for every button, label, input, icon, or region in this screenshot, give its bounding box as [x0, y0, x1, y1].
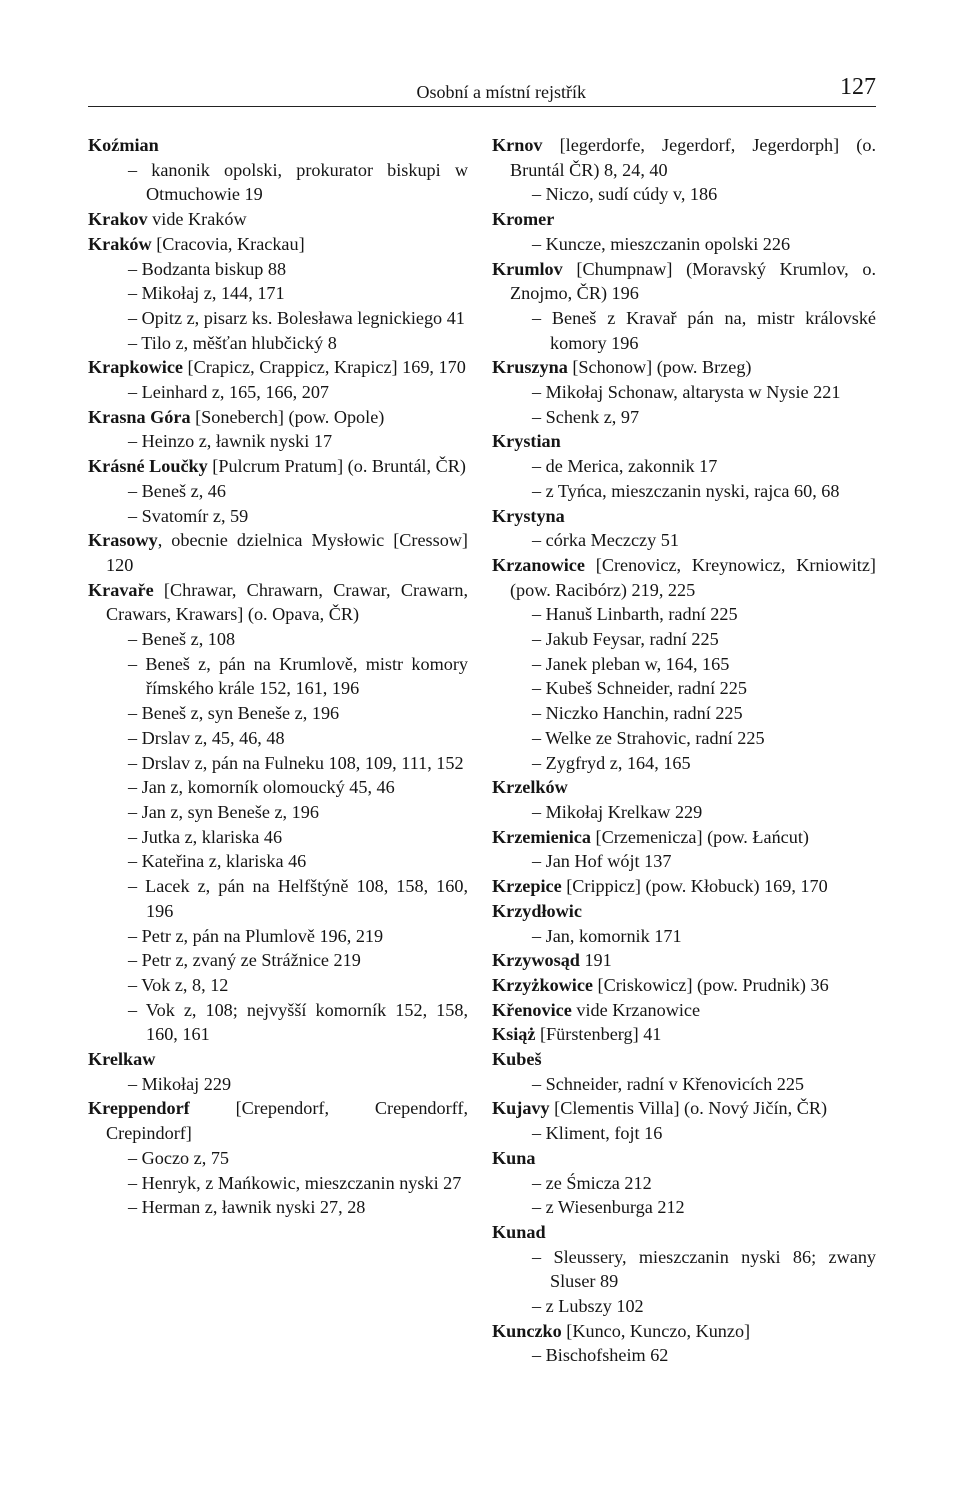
- index-term-details: [Cracovia, Krackau]: [151, 233, 305, 254]
- index-term: Krásné Loučky: [88, 456, 208, 477]
- index-subentry: – Jan Hof wójt 137: [532, 851, 672, 872]
- index-entry: [492, 1146, 876, 1171]
- index-subentry: – Petr z, pán na Plumlově 196, 219: [128, 925, 384, 946]
- index-subentry: – Kuncze, mieszczanin opolski 226: [532, 233, 791, 254]
- index-term-details: [Chrawar, Chrawarn, Crawar, Crawarn, Crawars, Krawars] (o. Opava, ČR): [106, 579, 468, 625]
- index-term: Kuna: [492, 1147, 536, 1168]
- index-subentry: – Beneš z Kravař pán na, mistr královské komory 196: [532, 307, 876, 353]
- index-subentry: – Jan, komornik 171: [532, 925, 682, 946]
- index-entry: [88, 1096, 468, 1145]
- index-subentry: – Niczo, sudí cúdy v, 186: [532, 184, 718, 205]
- index-subentry: – Henryk, z Mańkowic, mieszczanin nyski 27: [128, 1172, 462, 1193]
- index-entry: [492, 1096, 876, 1121]
- index-subentry: – Schneider, radní v Křenovicích 225: [532, 1073, 805, 1094]
- index-subentry: – Beneš z, 46: [128, 480, 226, 501]
- index-entry: [492, 874, 876, 899]
- index-entry: [492, 948, 876, 973]
- index-entry: [492, 1220, 876, 1245]
- index-term-details: [Crapicz, Crappicz, Krapicz] 169, 170: [182, 357, 466, 378]
- index-term-details: [legerdorfe, Jegerdorf, Jegerdorph] (o. Bruntál ČR) 8, 24, 40: [510, 135, 876, 180]
- index-entry: [492, 1319, 876, 1344]
- index-term: Kunad: [492, 1221, 546, 1242]
- index-entry: [88, 133, 468, 158]
- index-subentry: – Janek pleban w, 164, 165: [532, 653, 730, 674]
- index-term-details: [Criskowicz] (pow. Prudnik) 36: [593, 974, 829, 995]
- index-entry: [492, 355, 876, 380]
- index-subentry: – Jan z, komorník olomoucký 45, 46: [128, 777, 395, 798]
- index-entry: [88, 454, 468, 479]
- index-term: Krystian: [492, 431, 561, 452]
- index-term-details: [Clementis Villa] (o. Nový Jičín, ČR): [549, 1098, 828, 1119]
- index-subentry: – Hanuš Linbarth, radní 225: [532, 604, 738, 625]
- index-subentry: – Mikołaj Schonaw, altarysta w Nysie 221: [532, 382, 841, 403]
- index-entry: [492, 899, 876, 924]
- index-term-details: 191: [579, 950, 612, 971]
- index-subentry: – Opitz z, pisarz ks. Bolesława legnickiego 41: [128, 307, 465, 328]
- index-term: Kravaře: [88, 579, 154, 600]
- index-term: Křenovice: [492, 999, 572, 1020]
- index-subentry: – Beneš z, syn Beneše z, 196: [128, 703, 340, 724]
- index-subentry: – Mikołaj 229: [128, 1073, 232, 1094]
- index-subentry: – Jakub Feysar, radní 225: [532, 629, 719, 650]
- index-term-details: [Pulcrum Pratum] (o. Bruntál, ČR): [207, 456, 466, 477]
- index-subentry: – kanonik opolski, prokurator biskupi w Otmuchowie 19: [128, 159, 468, 205]
- running-title: Osobní a místní rejstřík: [416, 82, 586, 102]
- index-subentry: – Drslav z, pán na Fulneku 108, 109, 111, 152: [128, 752, 464, 773]
- index-entry: [492, 504, 876, 529]
- index-term: Krzemienica: [492, 826, 591, 847]
- index-subentry: – Bodzanta biskup 88: [128, 258, 287, 279]
- index-entry: [492, 553, 876, 602]
- index-subentry: – Kateřina z, klariska 46: [128, 851, 307, 872]
- index-subentry: – Bischofsheim 62: [532, 1345, 669, 1366]
- index-entry: [88, 355, 468, 380]
- index-entry: [492, 1047, 876, 1072]
- index-term: Krzywosąd: [492, 950, 580, 971]
- index-term: Krasowy: [88, 530, 158, 551]
- index-term-details: [Crzemenicza] (pow. Łańcut): [590, 826, 809, 847]
- index-subentry: – Vok z, 108; nejvyšší komorník 152, 158, 160, 161: [128, 999, 468, 1045]
- index-entry: [88, 528, 468, 577]
- index-subentry: – Zygfryd z, 164, 165: [532, 752, 691, 773]
- index-term-details: [Crependorf, Crependorff, Crepindorf]: [106, 1098, 468, 1144]
- index-entry: [88, 207, 468, 232]
- index-term-details: vide Krzanowice: [571, 999, 701, 1020]
- index-entry: [492, 133, 876, 182]
- index-term: Kujavy: [492, 1098, 550, 1119]
- index-term: Krystyna: [492, 505, 565, 526]
- index-subentry: – Welke ze Strahovic, radní 225: [532, 727, 765, 748]
- page-header: [88, 74, 876, 107]
- index-subentry: – z Lubszy 102: [532, 1296, 644, 1317]
- page-number: 127: [840, 74, 876, 100]
- index-term: Krakov: [88, 209, 148, 230]
- index-subentry: – Beneš z, pán na Krumlově, mistr komory římského krále 152, 161, 196: [128, 653, 468, 699]
- index-term-details: [Kunco, Kunczo, Kunzo]: [561, 1320, 751, 1341]
- index-entry: [492, 257, 876, 306]
- index-subentry: – Vok z, 8, 12: [128, 974, 229, 995]
- index-term: Krasna Góra: [88, 406, 191, 427]
- index-column-right: [492, 133, 876, 1368]
- index-term: Kreppendorf: [88, 1098, 190, 1119]
- index-term: Krelkaw: [88, 1049, 156, 1070]
- index-subentry: – Goczo z, 75: [128, 1147, 230, 1168]
- index-term: Kromer: [492, 209, 555, 230]
- index-subentry: – Svatomír z, 59: [128, 505, 249, 526]
- index-term: Kunczko: [492, 1320, 562, 1341]
- index-subentry: – Drslav z, 45, 46, 48: [128, 727, 285, 748]
- index-term: Kruszyna: [492, 357, 568, 378]
- index-entry: [88, 1047, 468, 1072]
- index-subentry: – Petr z, zvaný ze Strážnice 219: [128, 950, 361, 971]
- index-term: Krzepice: [492, 876, 562, 897]
- index-term: Krzydłowic: [492, 900, 582, 921]
- index-subentry: – ze Śmicza 212: [532, 1172, 652, 1193]
- index-entry: [492, 998, 876, 1023]
- index-entry: [492, 1022, 876, 1047]
- index-term: Krapkowice: [88, 357, 183, 378]
- index-term-details: [Crippicz] (pow. Kłobuck) 169, 170: [561, 876, 828, 897]
- index-subentry: – Heinzo z, ławnik nyski 17: [128, 431, 333, 452]
- index-subentry: – z Wiesenburga 212: [532, 1197, 685, 1218]
- index-subentry: – Leinhard z, 165, 166, 207: [128, 382, 330, 403]
- index-subentry: – de Merica, zakonnik 17: [532, 456, 718, 477]
- index-subentry: – Mikołaj Krelkaw 229: [532, 801, 703, 822]
- index-subentry: – Tilo z, měšťan hlubčický 8: [128, 332, 337, 353]
- index-term: Kraków: [88, 233, 152, 254]
- index-subentry: – Sleussery, mieszczanin nyski 86; zwany Sluser 89: [532, 1246, 876, 1292]
- index-subentry: – Mikołaj z, 144, 171: [128, 283, 285, 304]
- index-entry: [492, 429, 876, 454]
- index-term-details: [Fürstenberg] 41: [535, 1024, 662, 1045]
- index-subentry: – Lacek z, pán na Helfštýně 108, 158, 160, 196: [128, 876, 468, 921]
- index-term-details: [Crenovicz, Kreynowicz, Krniowitz] (pow. Racibórz) 219, 225: [510, 554, 876, 600]
- index-entry: [88, 405, 468, 430]
- index-subentry: – Schenk z, 97: [532, 406, 640, 427]
- index-term: Książ: [492, 1024, 536, 1045]
- index-term: Kubeš: [492, 1049, 542, 1070]
- index-subentry: – córka Meczczy 51: [532, 530, 679, 551]
- index-term: Koźmian: [88, 135, 159, 155]
- index-subentry: – Jutka z, klariska 46: [128, 826, 283, 847]
- index-term-details: [Chumpnaw] (Moravský Krumlov, o. Znojmo, ČR) 196: [510, 258, 876, 304]
- index-entry: [492, 825, 876, 850]
- index-term-details: [Schonow] (pow. Brzeg): [567, 357, 752, 378]
- index-term: Krzelków: [492, 777, 568, 798]
- index-term: Krzanowice: [492, 554, 585, 575]
- index-term: Krnov: [492, 135, 543, 155]
- index-entry: [492, 207, 876, 232]
- index-entry: [88, 578, 468, 627]
- index-column-left: [88, 133, 468, 1220]
- index-term: Krzyżkowice: [492, 974, 593, 995]
- index-term: Krumlov: [492, 258, 563, 279]
- index-subentry: – Jan z, syn Beneše z, 196: [128, 801, 319, 822]
- index-subentry: – z Tyńca, mieszczanin nyski, rajca 60, 68: [532, 480, 840, 501]
- index-subentry: – Niczko Hanchin, radní 225: [532, 703, 743, 724]
- index-entry: [492, 775, 876, 800]
- index-subentry: – Beneš z, 108: [128, 629, 236, 650]
- index-subentry: – Kliment, fojt 16: [532, 1123, 663, 1144]
- index-term-details: vide Kraków: [147, 209, 247, 230]
- index-subentry: – Herman z, ławnik nyski 27, 28: [128, 1197, 366, 1218]
- index-term-details: [Soneberch] (pow. Opole): [190, 406, 385, 427]
- index-entry: [492, 973, 876, 998]
- index-subentry: – Kubeš Schneider, radní 225: [532, 678, 747, 699]
- index-term-details: , obecnie dzielnica Mysłowic [Cressow] 120: [106, 530, 468, 575]
- index-entry: [88, 232, 468, 257]
